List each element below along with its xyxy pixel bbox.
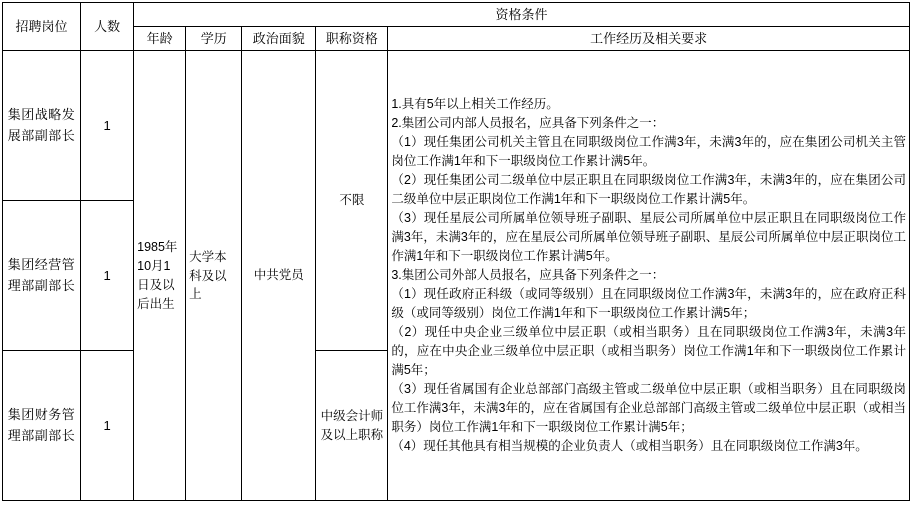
table-row	[3, 51, 910, 201]
cell-position-3: 集团财务管理部副部长	[3, 351, 81, 501]
experience-line: （3）现任星辰公司所属单位领导班子副职、星辰公司所属单位中层正职且在同职级岗位工作满3年，未满3年的，应在星辰公司所属单位领导班子副职、星辰公司所属单位中层正职岗位工作满1年和下一职级岗位工作累计满5年。	[391, 211, 906, 264]
experience-line: （3）现任省属国有企业总部部门高级主管或二级单位中层正职（或相当职务）且在同职级岗位工作满3年，未满3年的，应在省属国有企业总部部门高级主管或二级单位中层正职（或相当职务）岗位工作满1年和下一职级岗位工作累计满5年；	[391, 382, 906, 435]
cell-count-2: 1	[81, 201, 134, 351]
cell-count-1: 1	[81, 51, 134, 201]
experience-line: （4）现任其他具有相当规模的企业负责人（或相当职务）且在同职级岗位工作满3年。	[391, 439, 868, 454]
header-count: 人数	[81, 3, 134, 51]
cell-title-unlimited: 不限	[316, 51, 388, 351]
cell-age: 1985年10月1日及以后出生	[134, 51, 186, 501]
cell-count-3: 1	[81, 351, 134, 501]
recruitment-table	[2, 2, 910, 501]
experience-line: （1）现任政府正科级（或同等级别）且在同职级岗位工作满3年，未满3年的，应在政府正科级（或同等级别）岗位工作满1年和下一职级岗位工作累计满5年；	[391, 287, 906, 321]
header-experience: 工作经历及相关要求	[388, 27, 910, 51]
header-title-qualification: 职称资格	[316, 27, 388, 51]
table-header-row-2	[3, 27, 910, 51]
experience-line: 2.集团公司内部人员报名，应具备下列条件之一：	[391, 116, 665, 131]
experience-line: （2）现任中央企业三级单位中层正职（或相当职务）且在同职级岗位工作满3年，未满3年的，应在中央企业三级单位中层正职（或相当职务）岗位工作满1年和下一职级岗位工作累计满5年；	[391, 325, 906, 378]
header-qualification-group: 资格条件	[134, 3, 910, 27]
cell-education: 大学本科及以上	[186, 51, 242, 501]
cell-position-2: 集团经营管理部副部长	[3, 201, 81, 351]
header-age: 年龄	[134, 27, 186, 51]
experience-line: （2）现任集团公司二级单位中层正职且在同职级岗位工作满3年，未满3年的，应在集团公司二级单位中层正职岗位工作满1年和下一职级岗位工作累计满5年。	[391, 173, 906, 207]
experience-line: 1.具有5年以上相关工作经历。	[391, 97, 559, 112]
experience-line: （1）现任集团公司机关主管且在同职级岗位工作满3年，未满3年的，应在集团公司机关主管岗位工作满1年和下一职级岗位工作累计满5年。	[391, 135, 906, 169]
cell-experience	[388, 51, 910, 501]
cell-political-status: 中共党员	[242, 51, 316, 501]
header-position: 招聘岗位	[3, 3, 81, 51]
experience-line: 3.集团公司外部人员报名，应具备下列条件之一：	[391, 268, 665, 283]
header-education: 学历	[186, 27, 242, 51]
cell-position-1: 集团战略发展部副部长	[3, 51, 81, 201]
cell-title-accountant: 中级会计师及以上职称	[316, 351, 388, 501]
header-political-status: 政治面貌	[242, 27, 316, 51]
table-header-row-1	[3, 3, 910, 27]
